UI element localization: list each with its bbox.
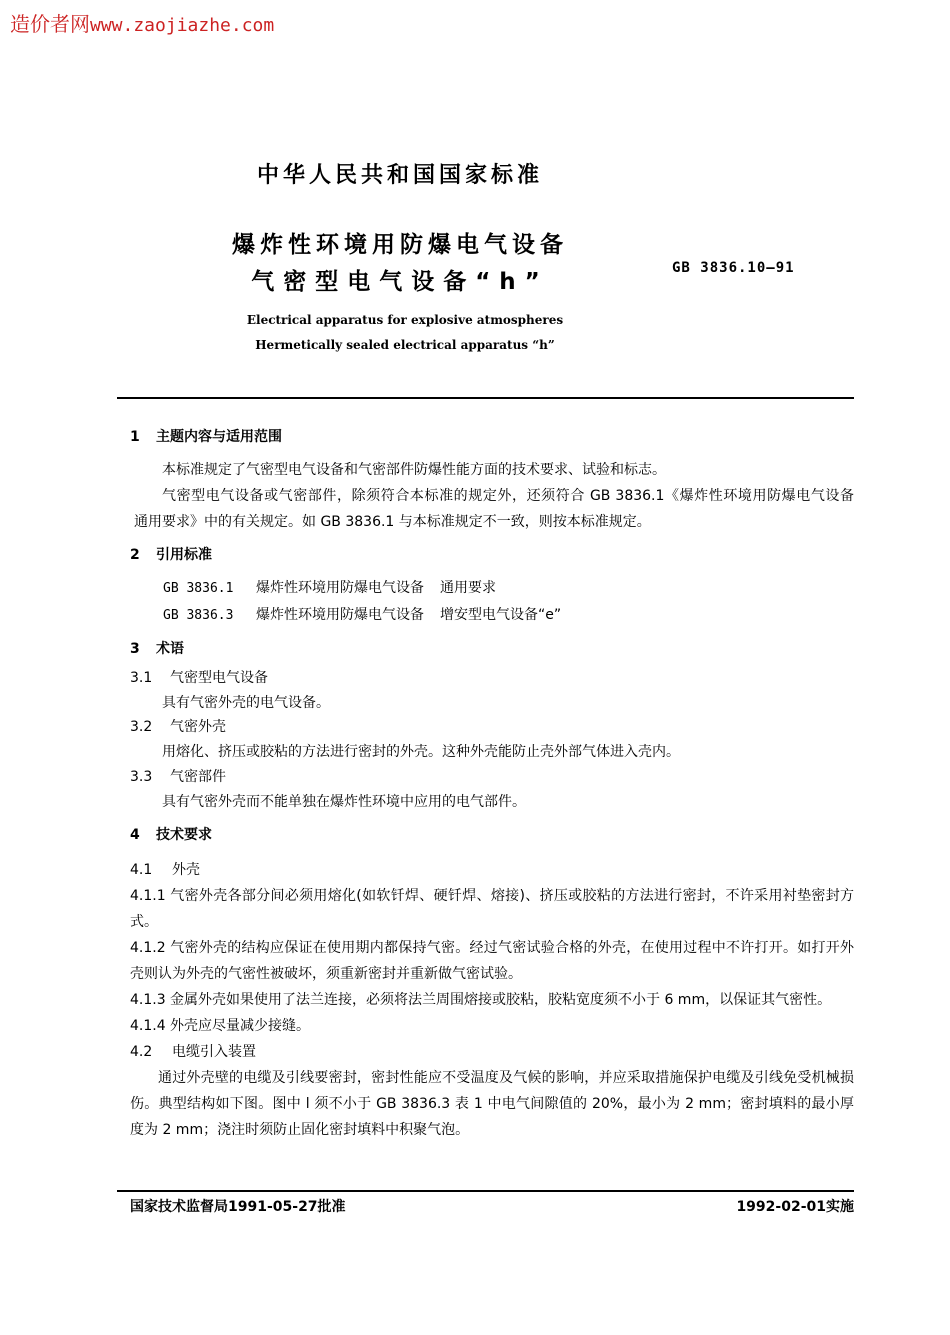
clause-number: 4.2 xyxy=(130,1044,153,1060)
standard-number: GB 3836.10—91 xyxy=(672,260,795,276)
clause-number: 4.1.3 xyxy=(130,992,166,1008)
reference-subtitle: 通用要求 xyxy=(440,580,496,596)
clause-4-2-heading xyxy=(130,1039,854,1065)
clause-4-1-4 xyxy=(130,1013,854,1039)
section-number: 3 xyxy=(130,641,140,657)
reference-subtitle: 增安型电气设备“e” xyxy=(440,607,562,623)
reference-title: 爆炸性环境用防爆电气设备 xyxy=(256,580,424,596)
section-3-heading xyxy=(130,639,854,659)
section-1-paragraph-1: 本标准规定了气密型电气设备和气密部件防爆性能方面的技术要求、试验和标志。 xyxy=(162,462,666,478)
clause-4-1-3 xyxy=(130,987,854,1013)
term-name: 气密外壳 xyxy=(170,719,226,735)
clause-title: 电缆引入装置 xyxy=(172,1044,256,1060)
term-name: 气密型电气设备 xyxy=(170,670,268,686)
reference-code: GB 3836.3 xyxy=(163,608,234,623)
clause-text: 气密外壳的结构应保证在使用期内都保持气密。经过气密试验合格的外壳，在使用过程中不许打开。如打开外壳则认为外壳的气密性被破坏，须重新密封并重新做气密试验。 xyxy=(130,940,854,982)
section-number: 1 xyxy=(130,429,140,445)
footer-divider xyxy=(117,1190,854,1192)
term-definition: 具有气密外壳而不能单独在爆炸性环境中应用的电气部件。 xyxy=(162,794,526,810)
term-heading xyxy=(130,715,854,739)
clause-4-1-1 xyxy=(130,883,854,935)
section-title: 引用标准 xyxy=(156,547,212,563)
document-title-line1: 爆炸性环境用防爆电气设备 xyxy=(232,232,568,258)
section-number: 4 xyxy=(130,827,140,843)
watermark-url[interactable]: www.zaojiazhe.com xyxy=(90,15,275,36)
section-title: 技术要求 xyxy=(156,827,212,843)
clause-number: 4.1.4 xyxy=(130,1018,166,1034)
term-name: 气密部件 xyxy=(170,769,226,785)
clause-4-2-text: 通过外壳壁的电缆及引线要密封，密封性能应不受温度及气候的影响，并应采取措施保护电缆及引线免受机械损伤。典型结构如下图。图中 l 须不小于 GB 3836.3 表 1 中电气间隙值的 20%，最小为 2 mm；密封填料的最小厚度为 2 mm；浇注时须防止固化密封填料中积聚气泡。 xyxy=(130,1070,854,1138)
reference-item xyxy=(130,575,854,602)
term-heading xyxy=(130,665,854,691)
english-title-line2: Hermetically sealed electrical apparatus “h” xyxy=(255,338,555,352)
document-title-line2: 气密型电气设备“h” xyxy=(251,269,549,295)
watermark-site-name: 造价者网 xyxy=(10,12,90,36)
section-1-heading xyxy=(130,427,854,447)
reference-code: GB 3836.1 xyxy=(163,581,234,596)
clause-text: 气密外壳各部分间必须用熔化(如软钎焊、硬钎焊、熔接)、挤压或胶粘的方法进行密封，不许采用衬垫密封方式。 xyxy=(130,888,854,930)
watermark xyxy=(10,8,274,37)
reference-item xyxy=(130,602,854,629)
clause-4-1-heading xyxy=(130,857,854,883)
clause-number: 4.1 xyxy=(130,862,153,878)
clause-4-1-2 xyxy=(130,935,854,987)
document-body xyxy=(130,425,868,1143)
clause-number: 4.1.1 xyxy=(130,888,166,904)
header-divider xyxy=(117,397,854,399)
section-1-paragraph-2: 气密型电气设备或气密部件，除须符合本标准的规定外，还须符合 GB 3836.1《爆炸性环境用防爆电气设备 通用要求》中的有关规定。如 GB 3836.1 与本标准规定不一致，则按本标准规定。 xyxy=(134,488,868,530)
section-4-heading xyxy=(130,825,854,845)
section-title: 术语 xyxy=(156,641,184,657)
reference-title: 爆炸性环境用防爆电气设备 xyxy=(256,607,424,623)
clause-text: 外壳应尽量减少接缝。 xyxy=(170,1018,310,1034)
clause-number: 4.1.2 xyxy=(130,940,166,956)
term-definition: 具有气密外壳的电气设备。 xyxy=(162,695,330,711)
term-number: 3.3 xyxy=(130,769,153,785)
term-heading xyxy=(130,765,854,789)
term-number: 3.1 xyxy=(130,670,153,686)
national-standard-heading: 中华人民共和国国家标准 xyxy=(256,163,543,188)
implementation-date: 1992-02-01实施 xyxy=(736,1199,854,1215)
section-number: 2 xyxy=(130,547,140,563)
clause-text: 金属外壳如果使用了法兰连接，必须将法兰周围熔接或胶粘，胶粘宽度须不小于 6 mm，以保证其气密性。 xyxy=(170,992,832,1008)
english-title-line1: Electrical apparatus for explosive atmospheres xyxy=(246,313,564,327)
term-definition: 用熔化、挤压或胶粘的方法进行密封的外壳。这种外壳能防止壳外部气体进入壳内。 xyxy=(162,744,680,760)
approval-date: 国家技术监督局1991-05-27批准 xyxy=(130,1199,346,1215)
section-title: 主题内容与适用范围 xyxy=(156,429,282,445)
section-2-heading xyxy=(130,545,854,565)
term-number: 3.2 xyxy=(130,719,153,735)
clause-title: 外壳 xyxy=(172,862,200,878)
